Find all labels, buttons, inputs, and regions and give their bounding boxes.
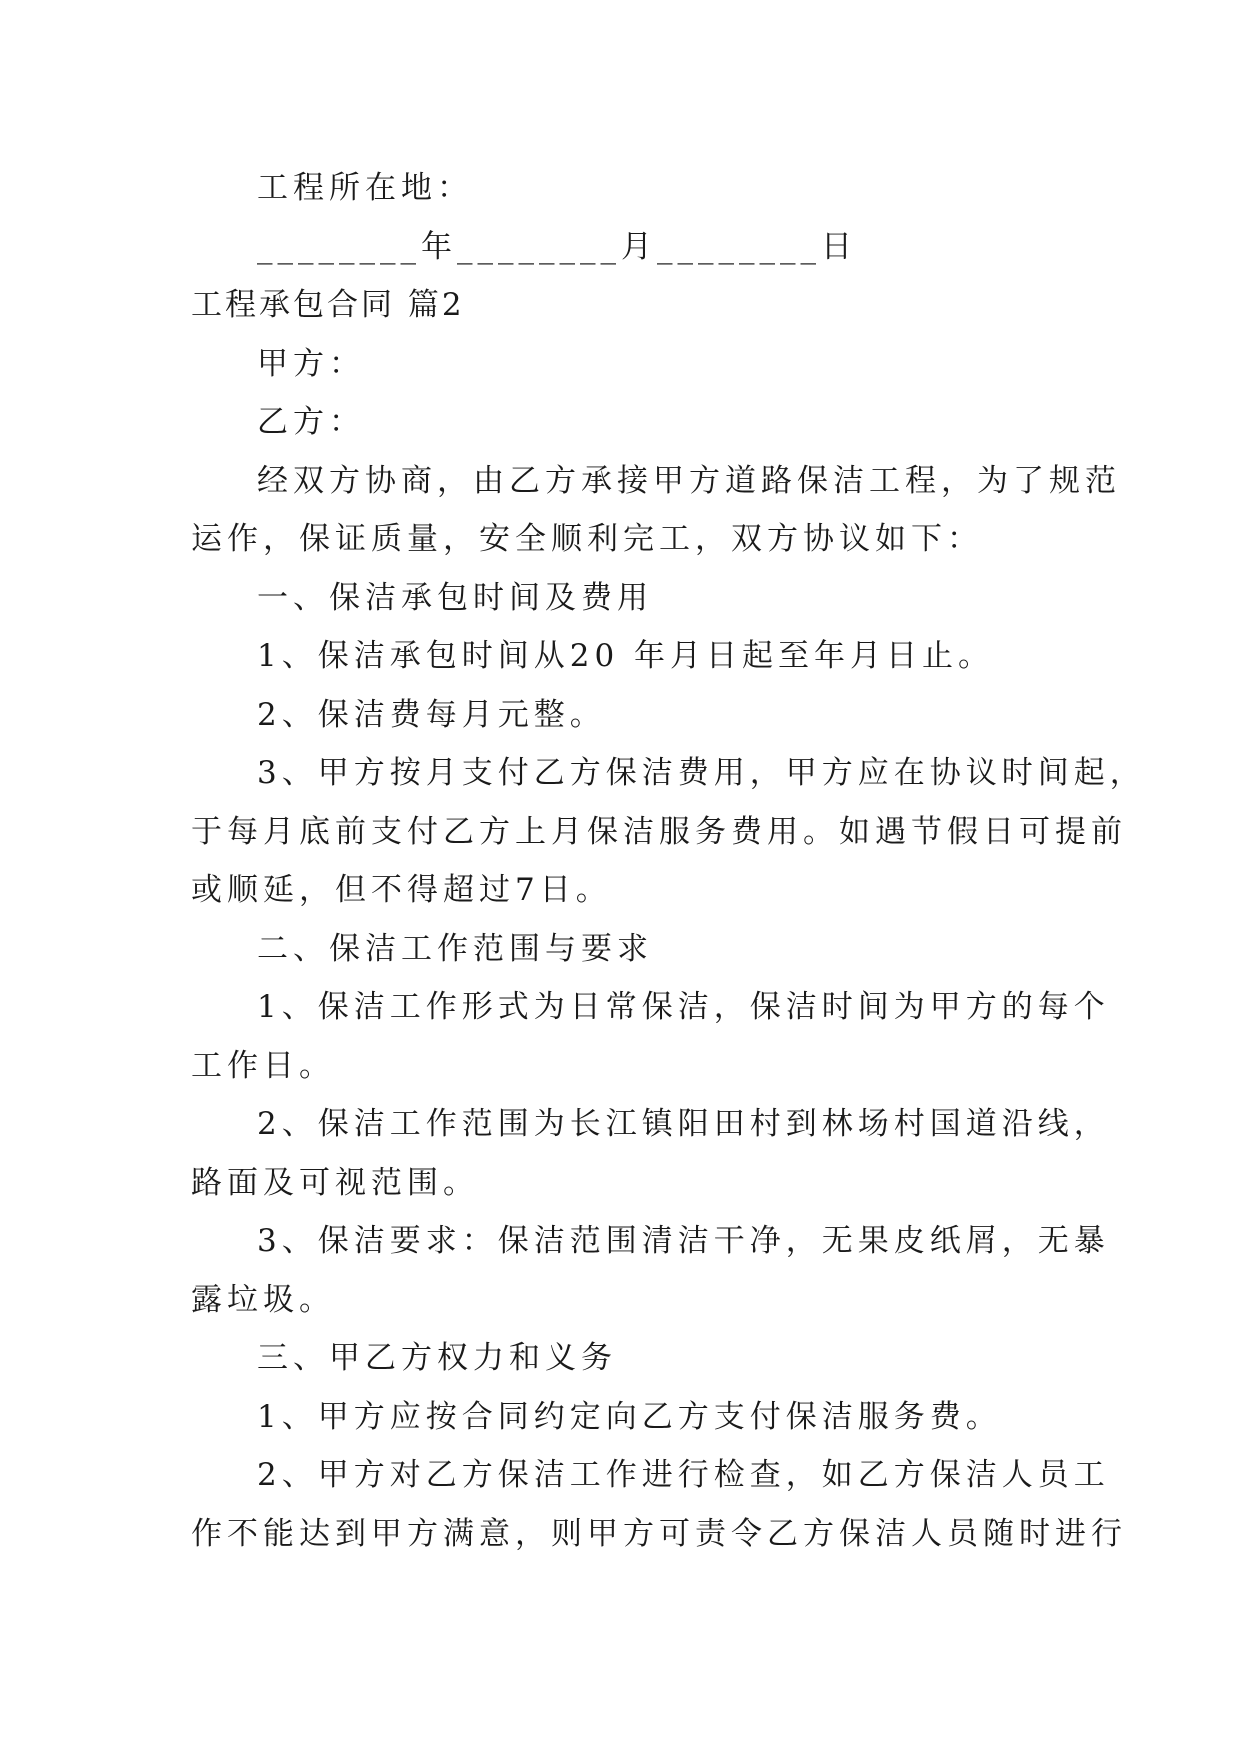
party-b-line: 乙方： (257, 404, 365, 440)
party-a-line: 甲方： (257, 345, 365, 382)
clause-heading: 三、甲乙方权力和义务 (257, 1340, 617, 1376)
text-line: 2、保洁费每月元整。 (257, 696, 606, 733)
text-line: 1、甲方应按合同约定向乙方支付保洁服务费。 (257, 1398, 1002, 1435)
section-title: 工程承包合同 篇2 (191, 287, 465, 323)
text-line: 工程所在地： (257, 170, 473, 206)
text-line: 2、甲方对乙方保洁工作进行检查，如乙方保洁人员工 (257, 1457, 1110, 1493)
date-blank-line: ________年________月________日 (257, 228, 857, 265)
text-line: 3、甲方按月支付乙方保洁费用，甲方应在协议时间起， (257, 755, 1146, 791)
text-line: 3、保洁要求：保洁范围清洁干净，无果皮纸屑，无暴 (257, 1223, 1110, 1259)
text-line: 2、保洁工作范围为长江镇阳田村到林场村国道沿线， (257, 1106, 1110, 1142)
text-line: 或顺延，但不得超过7日。 (191, 872, 612, 908)
document-body (191, 159, 1146, 1563)
text-line: 1、保洁工作形式为日常保洁，保洁时间为甲方的每个 (257, 989, 1110, 1025)
text-line: 路面及可视范围。 (191, 1164, 479, 1201)
clause-heading: 二、保洁工作范围与要求 (257, 930, 653, 967)
text-line: 露垃圾。 (191, 1281, 335, 1318)
text-line: 作不能达到甲方满意，则甲方可责令乙方保洁人员随时进行 (191, 1515, 1127, 1552)
text-line: 于每月底前支付乙方上月保洁服务费用。如遇节假日可提前 (191, 813, 1127, 850)
text-line: 1、保洁承包时间从20 年月日起至年月日止。 (257, 638, 995, 674)
text-line: 工作日。 (191, 1047, 335, 1084)
text-line: 运作，保证质量，安全顺利完工，双方协议如下： (191, 521, 983, 557)
clause-heading: 一、保洁承包时间及费用 (257, 579, 653, 616)
text-line: 经双方协商，由乙方承接甲方道路保洁工程，为了规范 (257, 462, 1121, 499)
